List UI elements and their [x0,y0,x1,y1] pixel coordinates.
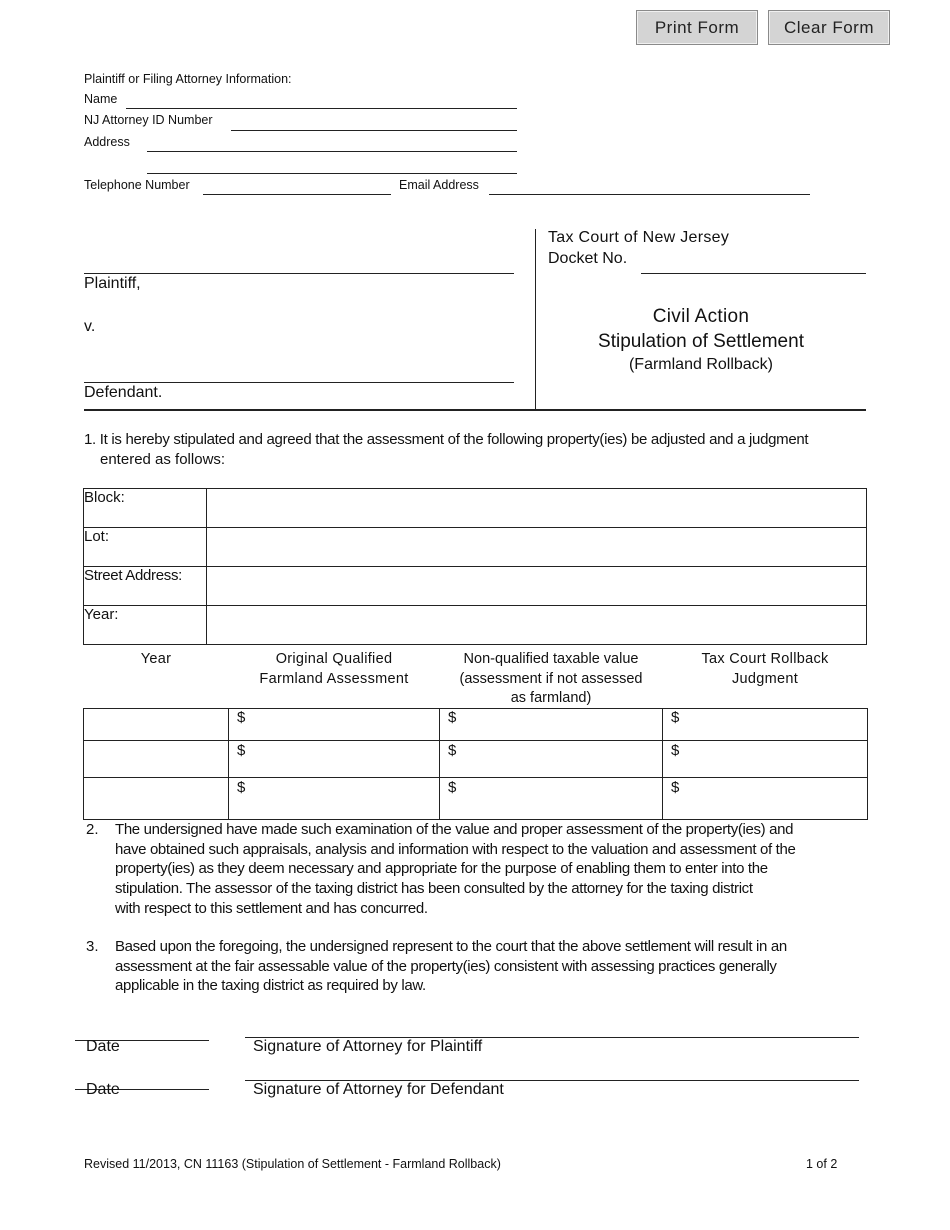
plaintiff-date-label: Date [86,1038,120,1055]
col-header-nonqualified-line2: (assessment if not assessed [459,670,643,687]
email-field[interactable] [489,178,810,195]
defendant-name-field[interactable] [84,366,514,383]
lot-label: Lot: [84,528,110,545]
attorney-info-heading: Plaintiff or Filing Attorney Information: [84,72,292,86]
street-address-input[interactable] [208,568,864,603]
section3-line: assessment at the fair assessable value of the property(ies) consistent with assessing practices generally [115,957,777,975]
address-field-line2[interactable] [147,157,517,174]
row2-original-dollar: $ [237,742,246,759]
col-header-judgment-line1: Tax Court Rollback [701,651,829,667]
print-form-button[interactable]: Print Form [636,10,758,45]
row1-year-input[interactable] [85,710,226,738]
section1-text: 1. It is hereby stipulated and agreed that the assessment of the following property(ies) be adjusted and a judgment [84,431,809,448]
assessment-col-rule [439,708,440,820]
row2-judgment-dollar: $ [671,742,680,759]
property-row-rule [83,605,867,606]
assessment-col-rule [662,708,663,820]
col-header-nonqualified-line3: as farmland) [510,690,592,706]
document-title: Stipulation of Settlement [598,331,804,352]
section2-line: have obtained such appraisals, analysis and information with respect to the valuation and assessment of the [115,840,796,858]
col-header-year [84,650,228,670]
col-header-original-line1: Original Qualified [275,651,393,667]
property-row-rule [83,527,867,528]
defendant-date-label: Date [86,1081,120,1098]
block-input[interactable] [208,490,864,525]
section2-line: stipulation. The assessor of the taxing district has been consulted by the attorney for the taxing district [115,880,753,898]
court-name: Tax Court of New Jersey [548,229,730,246]
defendant-signature-label: Signature of Attorney for Defendant [253,1081,504,1098]
revision-note: Revised 11/2013, CN 11163 (Stipulation of Settlement - Farmland Rollback) [84,1157,501,1171]
telephone-label: Telephone Number [84,178,190,192]
address-label: Address [84,135,130,149]
year-label: Year: [84,606,119,623]
name-label: Name [84,92,118,106]
row3-nonqualified-dollar: $ [448,779,457,796]
section2-line: The undersigned have made such examination of the value and proper assessment of the property(ies) and [115,821,794,838]
row1-judgment-dollar: $ [671,709,680,726]
street-address-label: Street Address: [84,567,183,584]
telephone-field[interactable] [203,178,391,195]
row3-original-dollar: $ [237,779,246,796]
col-header-original-line2: Farmland Assessment [259,670,409,687]
civil-action-title: Civil Action [652,306,750,327]
col-header-nonqualified-line1: Non-qualified taxable value [463,651,639,667]
section3-line: Based upon the foregoing, the undersigned represent to the court that the above settlement will result in an [115,938,787,955]
row2-year-input[interactable] [85,742,226,775]
plaintiff-signature-label: Signature of Attorney for Plaintiff [253,1038,483,1055]
col-header-original [229,650,439,689]
row3-judgment-dollar: $ [671,779,680,796]
assessment-row-rule [83,740,868,741]
col-header-year-line1: Year [140,651,172,667]
docket-number-field[interactable] [641,257,866,274]
versus-label: v. [84,318,96,335]
section2-number: 2. [86,821,99,838]
row1-original-dollar: $ [237,709,246,726]
address-field-line1[interactable] [147,135,517,152]
row2-nonqualified-dollar: $ [448,742,457,759]
attorney-id-field[interactable] [231,114,517,131]
row3-year-input[interactable] [85,779,226,818]
lot-input[interactable] [208,529,864,564]
year-input[interactable] [208,607,864,642]
col-header-judgment-line2: Judgment [731,670,799,687]
caption-bottom-rule [84,409,866,411]
section1-text-cont: entered as follows: [100,451,226,468]
col-header-nonqualified [440,650,662,709]
assessment-row-rule [83,777,868,778]
email-label: Email Address [399,178,479,192]
document-subtitle: (Farmland Rollback) [628,356,774,373]
section3-number: 3. [86,938,99,955]
section2-line: property(ies) as they deem necessary and appropriate for the purpose of enabling them to enter into the [115,860,768,878]
plaintiff-label: Plaintiff, [84,275,141,292]
name-field[interactable] [126,92,517,109]
attorney-id-label: NJ Attorney ID Number [84,113,213,127]
section3-line: applicable in the taxing district as required by law. [115,977,426,995]
defendant-label: Defendant. [84,384,163,401]
section2-text [115,820,860,919]
block-label: Block: [84,489,125,506]
assessment-col-rule [228,708,229,820]
plaintiff-name-field[interactable] [84,257,514,274]
col-header-judgment [663,650,867,689]
clear-form-button[interactable]: Clear Form [768,10,890,45]
property-row-rule [83,566,867,567]
section3-text [115,937,860,996]
row1-nonqualified-dollar: $ [448,709,457,726]
section2-line: with respect to this settlement and has concurred. [115,899,428,917]
page-number: 1 of 2 [806,1157,838,1171]
docket-label: Docket No. [548,250,628,267]
